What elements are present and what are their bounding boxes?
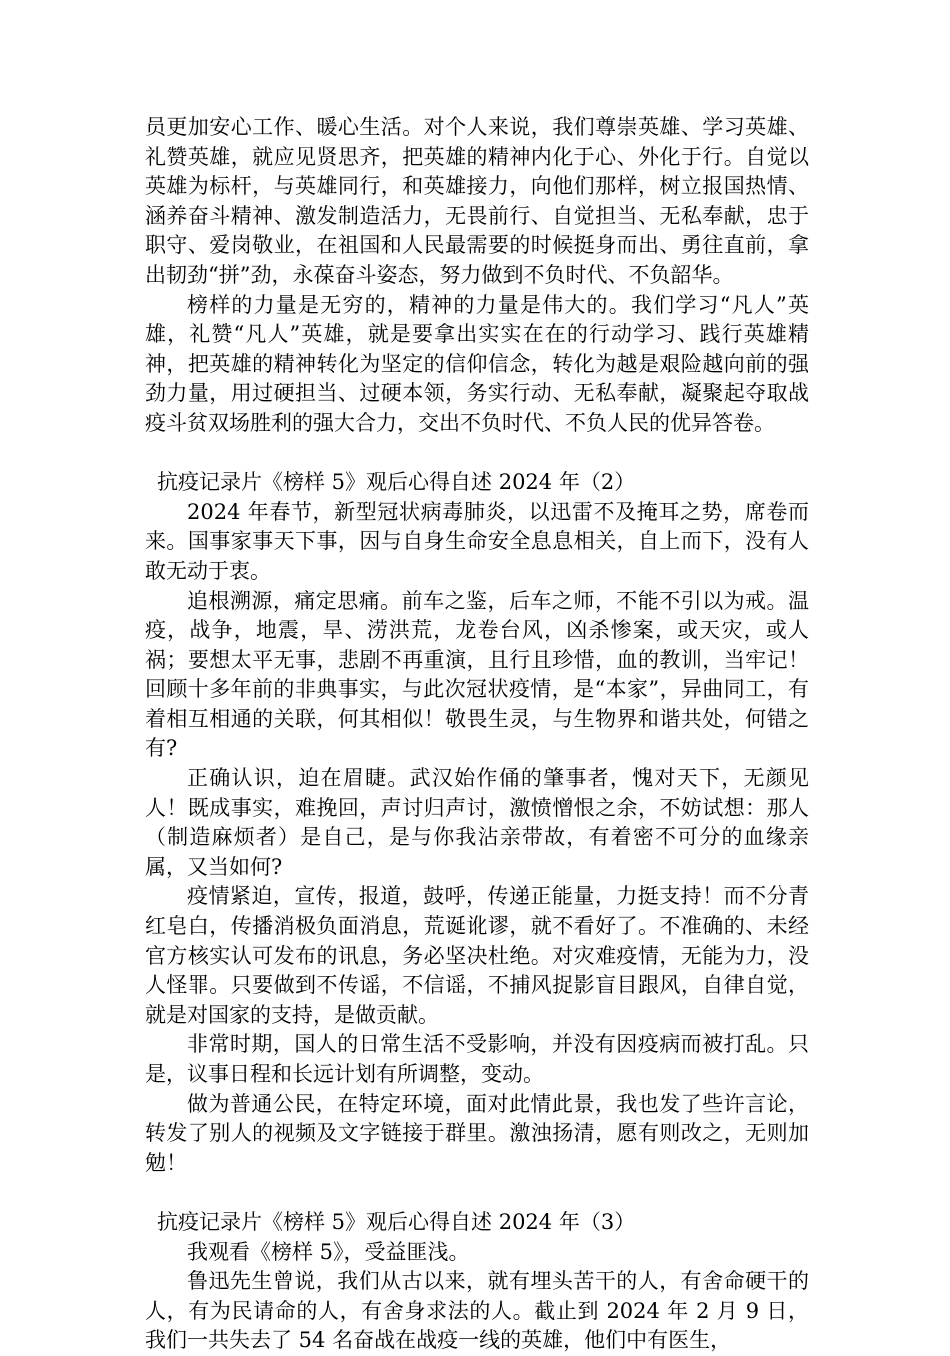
paragraph: 员更加安心工作、暖心生活。对个人来说，我们尊崇英雄、学习英雄、礼赞英雄，就应见贤思齐，把英雄的精神内化于心、外化于行。自觉以英雄为标杆，与英雄同行，和英雄接力，向他们那样，树立报国热情、涵养奋斗精神、激发制造活力，无畏前行、自觉担当、无私奉献，忠于职守、爱岗敬业，在祖国和人民最需要的时候挺身而出、勇往直前，拿出韧劲“拼”劲，永葆奋斗姿态，努力做到不负时代、不负韶华。 — [145, 115, 809, 287]
paragraph: 榜样的力量是无穷的，精神的力量是伟大的。我们学习“凡人”英雄，礼赞“凡人”英雄，就是要拿出实实在在的行动学习、践行英雄精神，把英雄的精神转化为坚定的信仰信念，转化为越是艰险越向前的强劲力量，用过硬担当、过硬本领，务实行动、无私奉献，凝聚起夺取战疫斗贫双场胜利的强大合力，交出不负时代、不负人民的优异答卷。 — [145, 292, 809, 435]
paragraph: 正确认识，迫在眉睫。武汉始作俑的肇事者，愧对天下，无颜见人！既成事实，难挽回，声讨归声讨，激愤憎恨之余，不妨试想：那人（制造麻烦者）是自己，是与你我沾亲带故，有着密不可分的血缘亲属，又当如何? — [145, 766, 809, 879]
paragraph: 鲁迅先生曾说，我们从古以来，就有埋头苦干的人，有舍命硬干的人，有为民请命的人，有舍身求法的人。截止到 2024 年 2 月 9 日，我们一共失去了 54 名奋战在战疫一线的英雄，他们中有医生， — [145, 1269, 809, 1353]
paragraph: 我观看《榜样 5》，受益匪浅。 — [187, 1239, 470, 1264]
paragraph: 疫情紧迫，宣传，报道，鼓呼，传递正能量，力挺支持！而不分青红皂白，传播消极负面消息，荒诞讹谬，就不看好了。不准确的、未经官方核实认可发布的讯息，务必坚决杜绝。对灾难疫情，无能为力，没人怪罪。只要做到不传谣，不信谣，不捕风捉影盲目跟风，自律自觉，就是对国家的支持，是做贡献。 — [145, 884, 809, 1027]
document-page — [145, 113, 809, 1356]
spacer — [145, 1178, 809, 1208]
paragraph: 做为普通公民，在特定环境，面对此情此景，我也发了些许言论，转发了别人的视频及文字链接于群里。激浊扬清，愿有则改之，无则加勉！ — [145, 1091, 809, 1175]
section-heading: 抗疫记录片《榜样 5》观后心得自述 2024 年（3） — [157, 1209, 636, 1234]
section-heading: 抗疫记录片《榜样 5》观后心得自述 2024 年（2） — [157, 470, 636, 495]
spacer — [145, 439, 809, 469]
paragraph: 追根溯源，痛定思痛。前车之鉴，后车之师，不能不引以为戒。温疫，战争，地震，旱、涝洪荒，龙卷台风，凶杀惨案，或天灾，或人祸；要想太平无事，悲剧不再重演，且行且珍惜，血的教训，当牢记！回顾十多年前的非典事实，与此次冠状疫情，是“本家”，异曲同工，有着相互相通的关联，何其相似！敬畏生灵，与生物界和谐共处，何错之有? — [145, 588, 809, 761]
paragraph: 2024 年春节，新型冠状病毒肺炎，以迅雷不及掩耳之势，席卷而来。国事家事天下事，因与自身生命安全息息相关，自上而下，没有人敢无动于衷。 — [145, 499, 809, 583]
paragraph: 非常时期，国人的日常生活不受影响，并没有因疫病而被打乱。只是，议事日程和长远计划有所调整，变动。 — [145, 1032, 809, 1086]
